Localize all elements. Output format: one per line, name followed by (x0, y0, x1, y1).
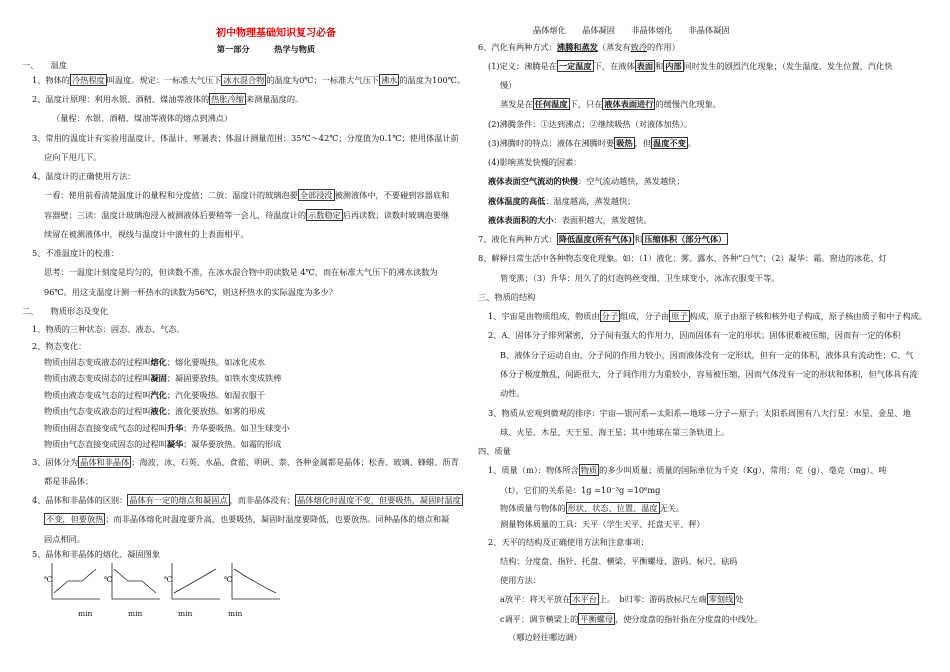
structure-item-2: 2、A、固体分子排列紧密，分子间有强大的作用力，因而固体有一定的形状；固体很难被压缩，因而有一定的体积 (488, 330, 901, 341)
phase-change-vaporization: 物质由液态变成气态的过程叫汽化；汽化要吸热。如湿衣服干 (44, 389, 266, 400)
boxed-term: 物质 (580, 465, 598, 476)
balance-structure: 结构：分度盘、指针、托盘、横梁、平衡螺母、游码、标尺、砝码 (500, 555, 738, 566)
item-2: 2、温度计原理：利用水银、酒精、煤油等液体的 热胀冷缩 来测量温度的。 (32, 94, 304, 105)
right-column (478, 0, 930, 645)
vaporization-item-6: 6、汽化有两种方式：沸腾和蒸发（蒸发有致冷的作用） (478, 41, 680, 52)
boxed-term: 零刻线 (708, 594, 734, 605)
graph-ylabel: ℃ (44, 575, 53, 585)
item-3: 3、常用的温度计有实验用温度计、体温计、寒暑表；体温计测量范围：35℃～42℃；分度值为0.1℃；使用体温计前 (32, 132, 459, 143)
part-subtitle: 第一部分 热学与物质 (216, 43, 316, 54)
structure-item-2-d: 动性。 (500, 388, 525, 399)
boxed-term: 内部 (665, 60, 682, 71)
boxed-term: 冰水混合物 (223, 74, 265, 85)
item-5-question-cont: 96℃。用这支温度计测一杯热水的读数为56℃，则这杯热水的实际温度为多少？ (44, 286, 337, 297)
state-item-4: 4、晶体和非晶体的区别： 晶体有一定的熔点和凝固点 ，而非晶体没有； 晶体熔化时温度不变，但要吸热，凝固时温度 (32, 495, 461, 506)
phase-change-freezing: 物质由液态变成固态的过程叫凝固；凝固要放热。如铁水变成铁棒 (44, 373, 282, 384)
boxed-term: 任何温度 (534, 99, 568, 110)
boxed-term: 降低温度(所有气体) (558, 234, 633, 245)
melting-freezing-graphs (22, 561, 470, 621)
structure-item-1: 1、宇宙是由物质组成，物质由 分子 组成，分子由 原子 构成，原子由原子核和核外电子构成，原子核由质子和中子构成。 (488, 311, 928, 322)
graph-curve-amorphous-melting (174, 569, 216, 593)
boxed-term: 一定温度 (558, 60, 592, 71)
graph-ylabel: ℃ (104, 575, 113, 585)
boxed-term: 平衡螺母 (580, 613, 614, 624)
boxed-term: 液体表面进行 (604, 99, 654, 110)
graph-xlabel: min (78, 609, 93, 619)
graph-curve-crystal-freezing (114, 569, 156, 593)
boxed-term: 晶体和非晶体 (80, 456, 130, 467)
structure-item-3: 3、物质从宏观到微观的排序：宇宙—银河系—太阳系—地球—分子—原子；太阳系周围有八大行星：水星、金星、地 (488, 407, 911, 418)
boxed-term: 热胀冷缩 (211, 94, 244, 105)
liquefaction-item-7: 7、液化有两种方式： 降低温度(所有气体) 和 压缩体积（部分气体） (478, 234, 727, 245)
structure-item-3-cont: 球、火星、木星、天王星、海王星；其中地球在第三条轨道上。 (500, 426, 730, 437)
section-heading-temperature: 一、 温度 (22, 60, 68, 71)
graph-xlabel: min (178, 609, 193, 619)
item-5-question: 思考：一温度计刻度是均匀的，但读数不准，在冰水混合物中的读数是 4℃，而在标准大气压下的沸水读数为 (44, 267, 438, 278)
boxed-term: 水平台 (572, 594, 597, 605)
section-heading-mass: 四、质量 (478, 446, 511, 457)
page-title: 初中物理基础知识复习必备 (216, 28, 336, 39)
mass-independence: 物体质量与物体的 形状、状态、位置、温度 无关。 (500, 502, 685, 513)
balance-step-c-note: （哪边轻往哪边调） (508, 632, 582, 643)
boxed-term: 示数稳定 (308, 209, 341, 220)
section-heading-structure: 三、物质的结构 (478, 291, 536, 302)
left-column (22, 0, 470, 621)
factor-airflow: 液体表面空气流动的快慢：空气流动越快，蒸发越快； (488, 176, 685, 187)
phase-change-deposition: 物质由气态直接变成固态的过程叫凝华；凝华要放热。如霜的形成 (44, 439, 282, 450)
state-item-1: 1、物质的三种状态：固态、液态、气态。 (32, 324, 185, 335)
boxed-term: 表面 (636, 60, 654, 71)
state-item-5: 5、晶体和非晶体的熔化、凝固图象 (32, 548, 161, 559)
graphs-svg (22, 561, 282, 609)
vaporization-definition: (1)定义：沸腾是在 一定温度 下，在液体 表面 和 内部 同时发生的剧烈汽化现象；（发生温度、发生位置、汽化快 (488, 60, 893, 71)
item-1: 1、物体的 冷热程度 叫温度。规定：一标准大气压下 冰水混合物 的温度为0℃；一标准大气压下 沸水 的温度为100℃。 (32, 74, 466, 85)
state-item-3: 3、固体分为 晶体和非晶体 ；海波、冰、石英、水晶、食盐、明矾、萘、各种金属都是晶体；松香、玻璃、蜂蜡、沥青 (32, 456, 459, 467)
mass-item-2: 2、天平的结构及正确使用方法和注意事项： (488, 536, 649, 547)
mass-units: （t），它们的关系是：1g =10⁻³g =10⁶mg (500, 484, 661, 495)
state-item-3-cont: 都是非晶体； (44, 475, 94, 486)
graph-ylabel: ℃ (164, 575, 173, 585)
item-2-note: （量程：水银、酒精、煤油等液体的熔点到沸点） (52, 113, 233, 124)
state-item-4-cont: 不变，但要放热 ；而非晶体熔化时温度要升高，也要吸热，凝固时温度要降低，也要放热。同种晶体的熔点和凝 (46, 514, 450, 525)
state-item-4-end: 固点相同。 (44, 533, 85, 544)
evaporation-factors: (4)影响蒸发快慢的因素： (488, 157, 582, 168)
balance-usage: 使用方法： (500, 575, 541, 586)
boxed-term: 晶体有一定的熔点和凝固点 (129, 495, 228, 506)
graph-curve-amorphous-freezing (234, 569, 276, 593)
section-heading-states: 二、 物质形态及变化 (22, 305, 108, 316)
examples-item-8-cont: 管变黑；（3）升华：用久了的灯泡钨丝变细、卫生球变小、冰冻衣服变干等。 (500, 272, 780, 283)
evaporation-definition: 蒸发是在 任何温度 下，只在 液体表面进行 的缓慢汽化现象。 (500, 99, 721, 110)
mass-tools: 测量物体质量的工具：天平（学生天平、托盘天平、秤） (500, 519, 705, 530)
item-3-cont: 应向下甩几下。 (44, 151, 102, 162)
balance-step-a-b: a放平：将天平放在 水平台 上。 b归零：游码放标尺左端 零刻线 处 (500, 594, 744, 605)
boxed-term: 分子 (601, 311, 619, 322)
factor-temperature: 液体温度的高低：温度越高，蒸发越快； (488, 195, 636, 206)
graph-xlabel: min (128, 609, 143, 619)
item-4: 4、温度计的正确使用方法： (32, 171, 136, 182)
boiling-conditions: (2)沸腾条件：①达到沸点；②继续吸热（对液体加热）。 (488, 118, 692, 129)
boxed-term: 温度不变 (653, 137, 686, 148)
graph-captions: 晶体熔化 晶体凝固 非晶体熔化 非晶体凝固 (533, 25, 730, 35)
item-5: 5、不准温度计的校准： (32, 248, 120, 259)
item-4-line2: 容器壁；三读：温度计玻璃泡浸入被测液体后要稍等一会儿，待温度计的 示数稳定 后再读数；读数时玻璃泡要继 (44, 209, 450, 220)
graph-ylabel: ℃ (224, 575, 233, 585)
phase-change-melting: 物质由固态变成液态的过程叫熔化；熔化要吸热。如冰化成水 (44, 357, 266, 368)
graph-axes-amorphous-freezing (232, 563, 280, 599)
boxed-term: 形状、状态、位置、温度 (567, 502, 658, 513)
structure-item-2-c: 体分子极度散乱，间距很大，分子间作用力为重较小，容易被压缩，因而气体没有一定的形状和体积，但气体具有流 (500, 369, 918, 380)
balance-step-c: c调平：调节横梁上的 平衡螺母 ，使分度盘的指针指在分度盘的中线处。 (500, 613, 763, 624)
item-4-line1: 一看：使用前看清楚温度计的量程和分度值；二放：温度计的玻璃泡要 全部浸没 被测液体中，不要碰到容器底和 (44, 190, 450, 201)
boxed-term: 晶体熔化时温度不变，但要吸热，凝固时温度 (297, 495, 461, 506)
boxed-term: 冷热程度 (71, 74, 105, 85)
graph-xlabel: min (228, 609, 243, 619)
boxed-term: 沸水 (380, 74, 398, 85)
graph-curve-crystal-melting (54, 569, 96, 593)
boxed-term: 不变，但要放热 (46, 514, 104, 525)
examples-item-8: 8、解释日常生活中各种物态变化现象。如：（1）液化：雾、露水、各种“白气”；（2）凝华：霜、窗边的冰花、灯 (478, 253, 887, 264)
factor-surface-area: 液体表面积的大小：表面积越大，蒸发越快。 (488, 214, 652, 225)
vaporization-definition-cont: 慢） (500, 80, 517, 91)
item-4-line3: 续留在被测液体中，视线与温度计中液柱的上表面相平。 (44, 228, 249, 239)
boiling-features: (3)沸腾时的特点：液体在沸腾时要 吸热 ，但 温度不变 。 (488, 137, 696, 148)
mass-item-1: 1、质量（m）：物体所含 物质 的多少叫质量；质量的国际单位为千克（Kg），常用：克（g）、毫克（mg）、吨 (488, 465, 887, 476)
structure-item-2-b: B、液体分子运动自由，分子间的作用力较小，因而液体没有一定形状，但有一定的体积，液体具有流动性；C、气 (500, 349, 914, 360)
boxed-term: 压缩体积（部分气体） (644, 234, 727, 245)
boxed-term: 全部浸没 (299, 190, 333, 201)
boxed-term: 吸热 (616, 137, 633, 148)
state-item-2: 2、物态变化： (32, 340, 87, 351)
boxed-term: 原子 (671, 311, 688, 322)
phase-change-liquefaction: 物质由气态变成液态的过程叫液化；液化要放热。如雾的形成 (44, 406, 266, 417)
phase-change-sublimation: 物质由固态直接变成气态的过程叫升华；升华要吸热。如卫生球变小 (44, 422, 290, 433)
